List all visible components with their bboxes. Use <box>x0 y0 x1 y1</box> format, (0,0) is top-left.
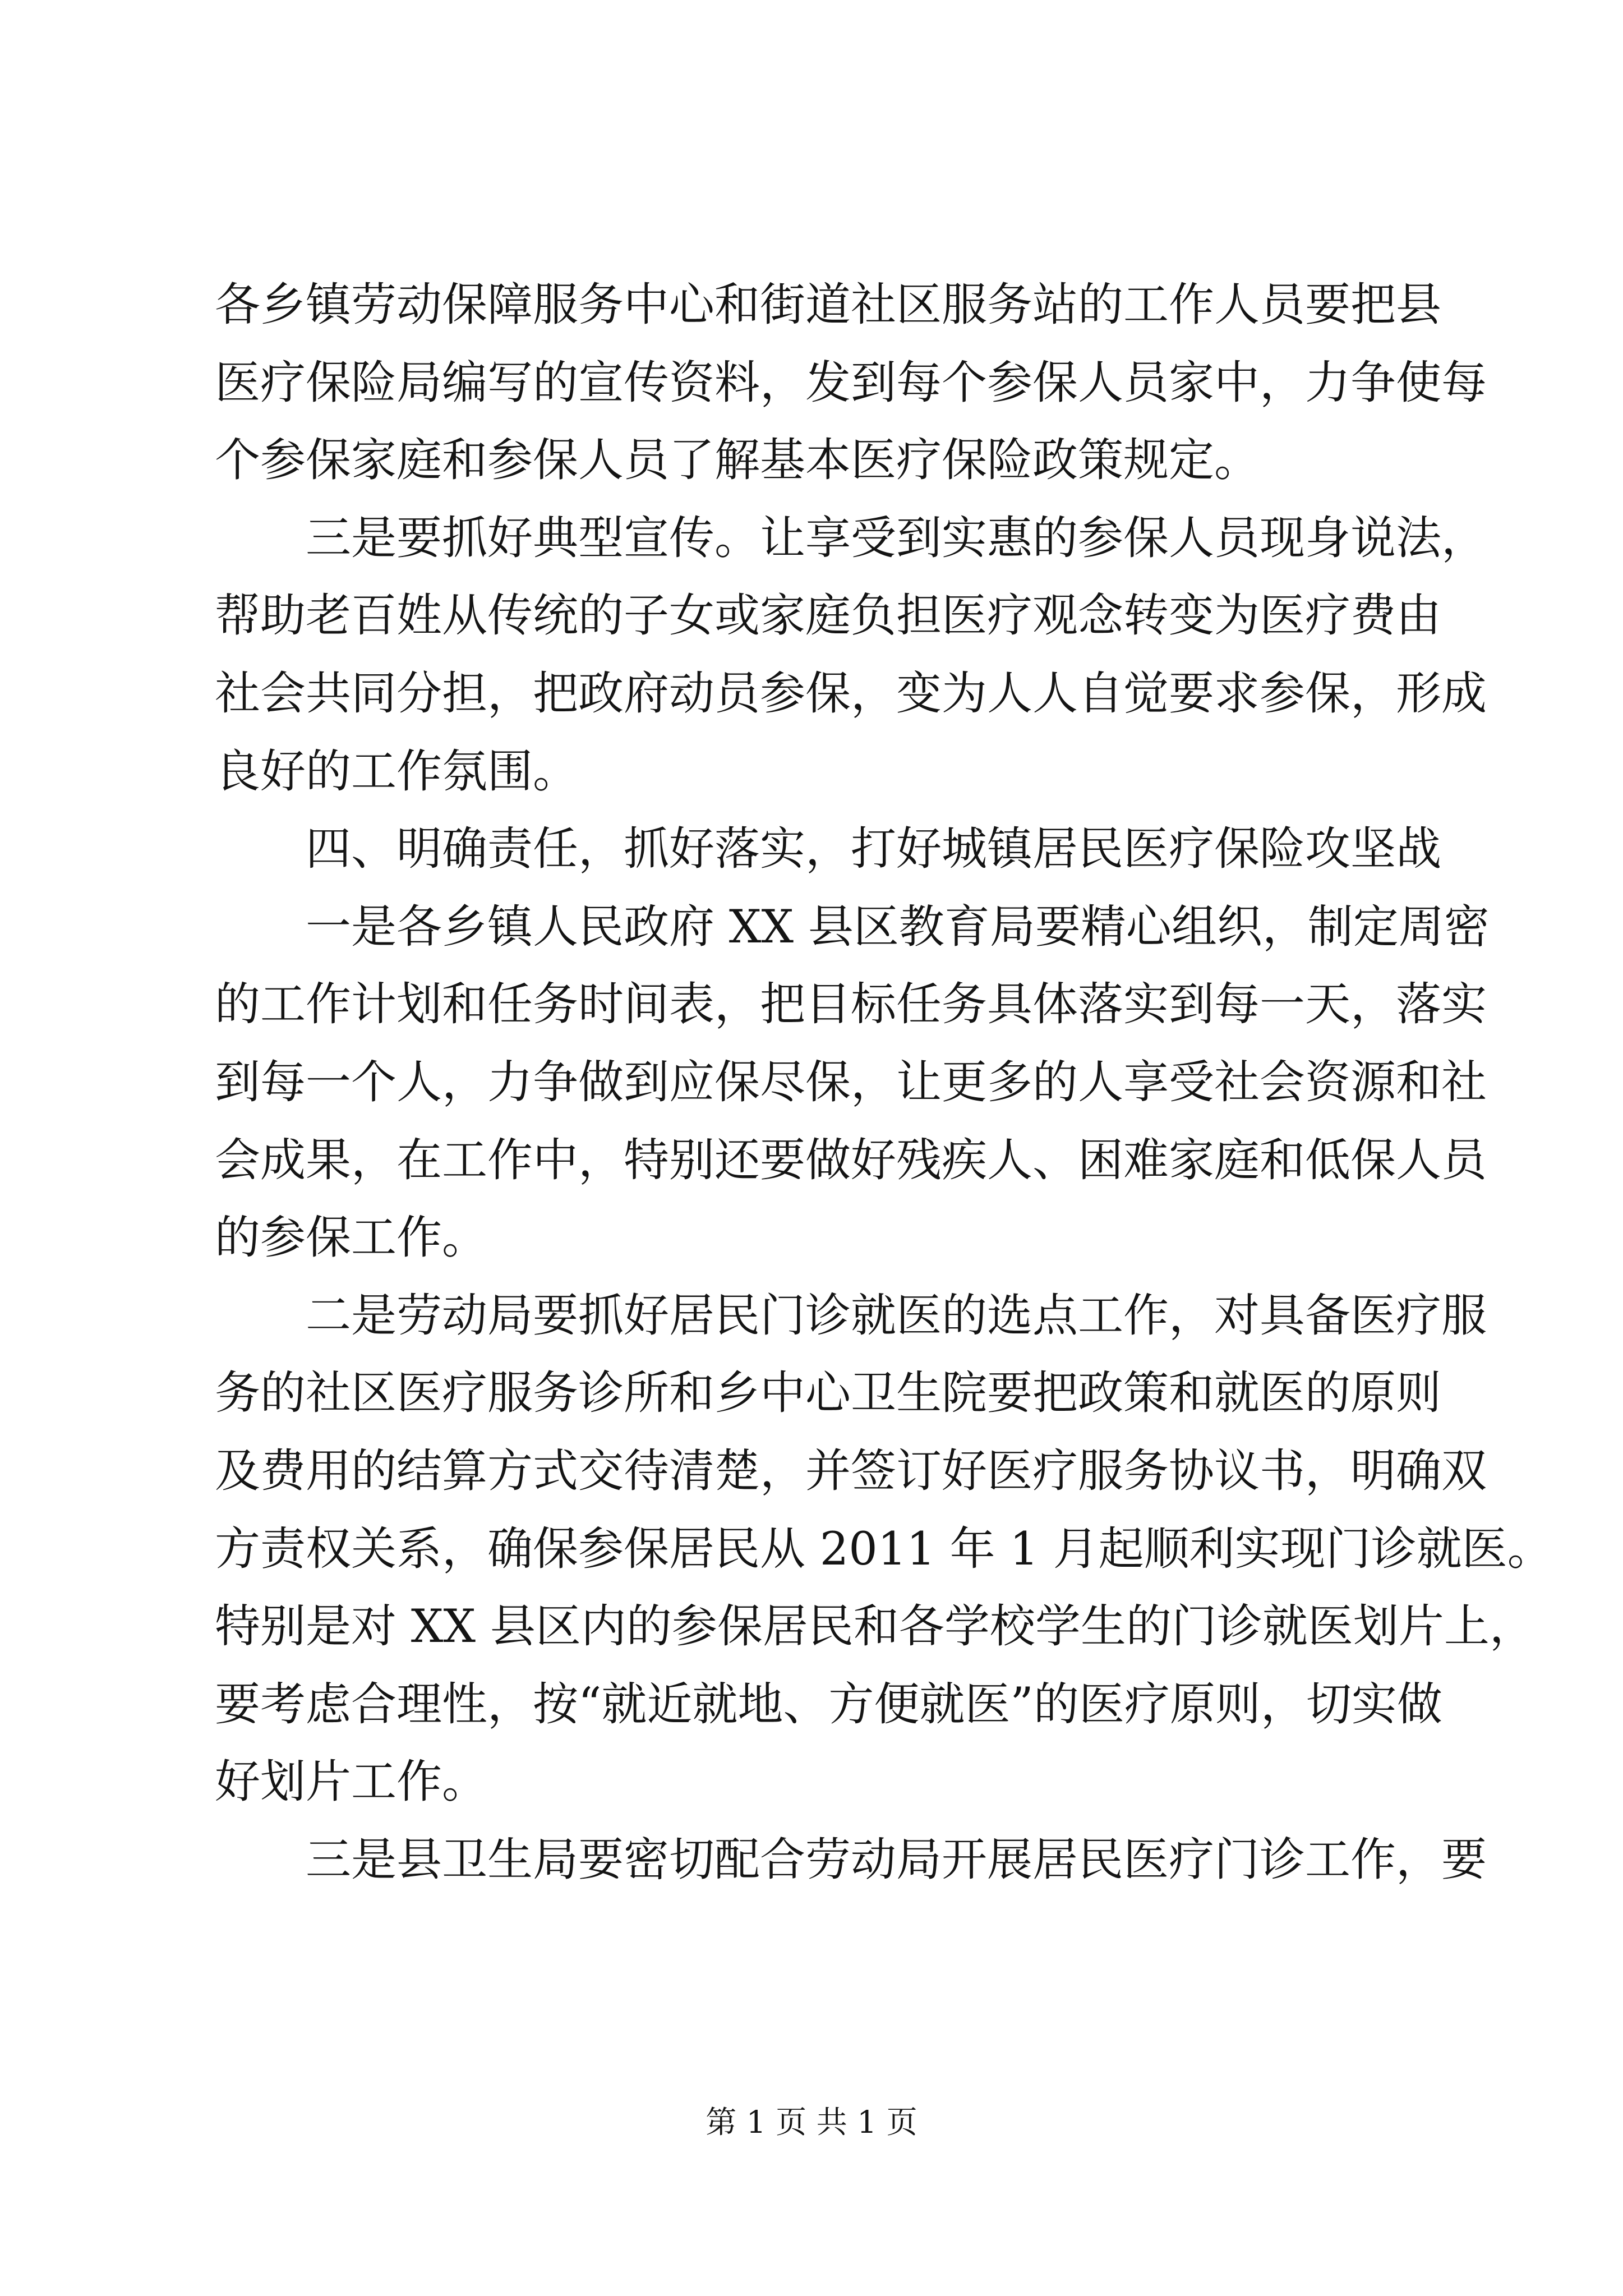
page-number-footer: 第 1 页 共 1 页 <box>706 2104 917 2140</box>
text-line: 三是要抓好典型宣传。让享受到实惠的参保人员现身说法， <box>306 512 1487 565</box>
text-line: 及费用的结算方式交待清楚，并签订好医疗服务协议书，明确双 <box>215 1444 1487 1498</box>
text-line: 良好的工作氛围。 <box>215 745 579 798</box>
text-line: 好划片工作。 <box>215 1756 488 1809</box>
text-line: 会成果，在工作中，特别还要做好残疾人、困难家庭和低保人员 <box>215 1134 1487 1187</box>
section-heading: 四、明确责任，抓好落实，打好城镇居民医疗保险攻坚战 <box>306 823 1442 876</box>
text-line: 方责权关系，确保参保居民从 2011 年 1 月起顺利实现门诊就医。 <box>215 1522 1553 1576</box>
text-line: 社会共同分担，把政府动员参保，变为人人自觉要求参保，形成 <box>215 667 1487 720</box>
text-line: 务的社区医疗服务诊所和乡中心卫生院要把政策和就医的原则 <box>215 1367 1442 1420</box>
text-line: 各乡镇劳动保障服务中心和街道社区服务站的工作人员要把县 <box>215 279 1442 332</box>
text-line: 二是劳动局要抓好居民门诊就医的选点工作，对具备医疗服 <box>306 1289 1487 1342</box>
text-line: 三是县卫生局要密切配合劳动局开展居民医疗门诊工作，要 <box>306 1833 1487 1887</box>
text-line: 一是各乡镇人民政府 XX 县区教育局要精心组织，制定周密 <box>306 900 1490 954</box>
text-line: 的工作计划和任务时间表，把目标任务具体落实到每一天，落实 <box>215 978 1487 1032</box>
text-line: 帮助老百姓从传统的子女或家庭负担医疗观念转变为医疗费由 <box>215 590 1442 643</box>
text-line: 个参保家庭和参保人员了解基本医疗保险政策规定。 <box>215 434 1260 487</box>
text-line: 的参保工作。 <box>215 1212 488 1265</box>
text-line: 医疗保险局编写的宣传资料，发到每个参保人员家中，力争使每 <box>215 356 1487 409</box>
document-body <box>215 266 1553 1899</box>
text-line: 到每一个人，力争做到应保尽保，让更多的人享受社会资源和社 <box>215 1056 1487 1109</box>
text-line: 特别是对 XX 县区内的参保居民和各学校学生的门诊就医划片上， <box>215 1600 1535 1654</box>
text-line: 要考虑合理性，按“就近就地、方便就医”的医疗原则，切实做 <box>215 1678 1442 1731</box>
